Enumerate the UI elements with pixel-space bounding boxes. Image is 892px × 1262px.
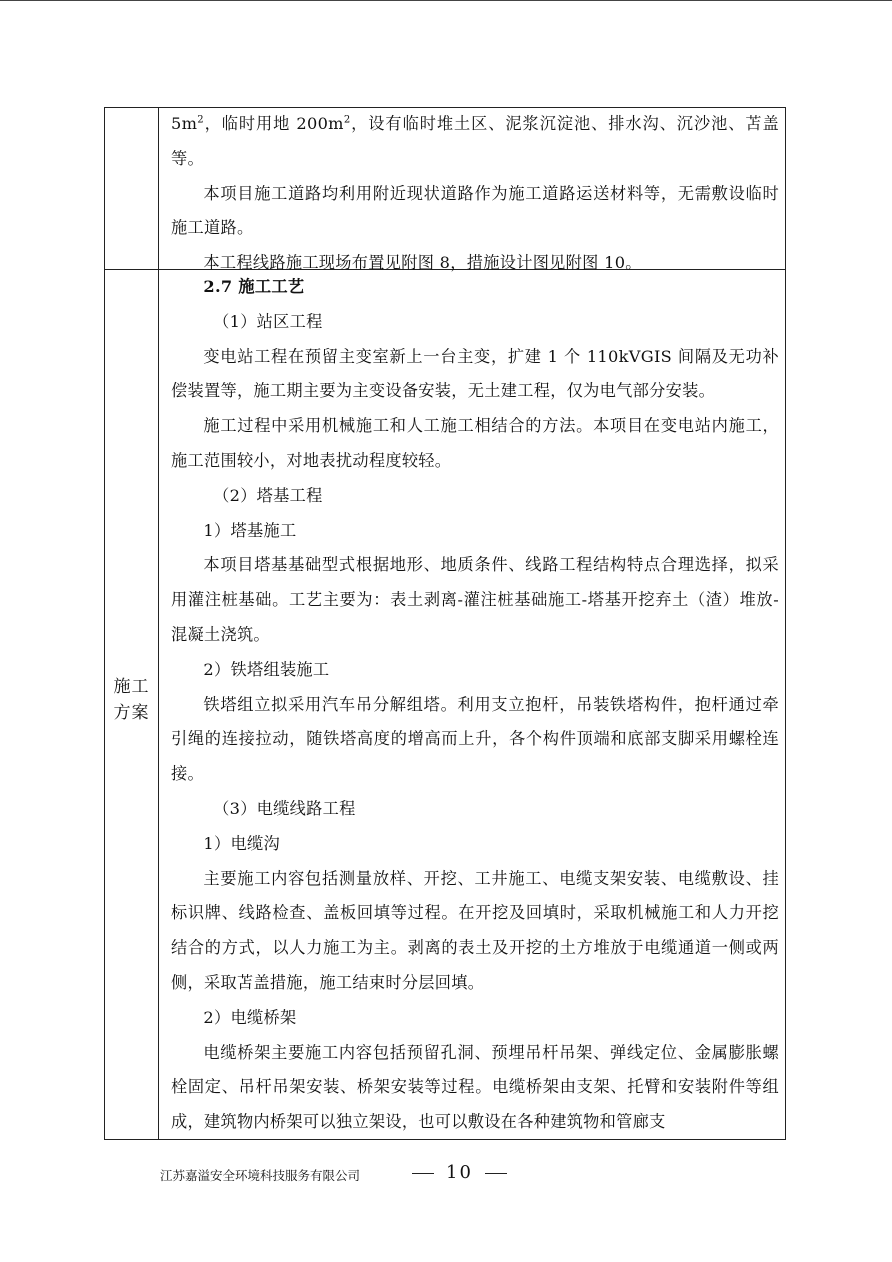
column-divider (158, 108, 159, 1139)
content-table (104, 107, 786, 1140)
row-label-construction-plan: 施工方案 (113, 677, 150, 723)
item-heading: 2）铁塔组装施工 (203, 659, 330, 679)
paragraph: 本项目塔基基础型式根据地形、地质条件、线路工程结构特点合理选择，拟采用灌注桩基础。工艺主要为：表土剥离-灌注桩基础施工-塔基开挖弃土（渣）堆放-混凝土浇筑。 (171, 555, 779, 644)
subsection-tower: （2）塔基工程 (213, 485, 323, 505)
paragraph: 施工过程中采用机械施工和人工施工相结合的方法。本项目在变电站内施工，施工范围较小，对地表扰动程度较轻。 (171, 416, 779, 470)
item-heading: 2）电缆桥架 (203, 1007, 297, 1027)
paragraph: 电缆桥架主要施工内容包括预留孔洞、预埋吊杆吊架、弹线定位、金属膨胀螺栓固定、吊杆吊架安装、桥架安装等过程。电缆桥架由支架、托臂和安装附件等组成，建筑物内桥架可以独立架设，也可以敷设在各种建筑物和管廊支 (171, 1042, 779, 1132)
paragraph: 铁塔组立拟采用汽车吊分解组塔。利用支立抱杆，吊装铁塔构件，抱杆通过牵引绳的连接拉动，随铁塔高度的增高而上升，各个构件顶端和底部支脚采用螺栓连接。 (171, 694, 779, 784)
page-footer (0, 1164, 892, 1192)
paragraph: 主要施工内容包括测量放样、开挖、工井施工、电缆支架安装、电缆敷设、挂标识牌、线路检查、盖板回填等过程。在开挖及回填时，采取机械施工和人力开挖结合的方式，以人力施工为主。剥离的表土及开挖的土方堆放于电缆通道一侧或两侧，采取苫盖措施，施工结束时分层回填。 (171, 868, 779, 992)
row1-paragraph-1: $5m^2$，临时用地 $200m^2$，设有临时堆土区、泥浆沉淀池、排水沟、沉沙池、苫盖等。 (171, 114, 779, 168)
subsection-station: （1）站区工程 (213, 311, 323, 331)
top-rule (0, 0, 892, 1)
page-number: 10 (400, 1162, 519, 1183)
section-heading: 2.7 施工工艺 (203, 277, 305, 296)
item-heading: 1）电缆沟 (203, 833, 280, 853)
row1-content (171, 107, 779, 281)
row1-paragraph-3: 本工程线路施工现场布置见附图 8，措施设计图见附图 10。 (203, 253, 642, 273)
subsection-cable: （3）电缆线路工程 (213, 798, 356, 818)
item-heading: 1）塔基施工 (203, 520, 297, 540)
row1-paragraph-2: 本项目施工道路均利用附近现状道路作为施工道路运送材料等，无需敷设临时施工道路。 (171, 183, 779, 238)
row2-content (171, 270, 779, 1140)
paragraph: 变电站工程在预留主变室新上一台主变，扩建 1 个 110kVGIS 间隔及无功补偿装置等，施工期主要为主变设备安装，无土建工程，仅为电气部分安装。 (171, 346, 779, 401)
footer-company: 江苏嘉溢安全环境科技服务有限公司 (160, 1168, 361, 1183)
